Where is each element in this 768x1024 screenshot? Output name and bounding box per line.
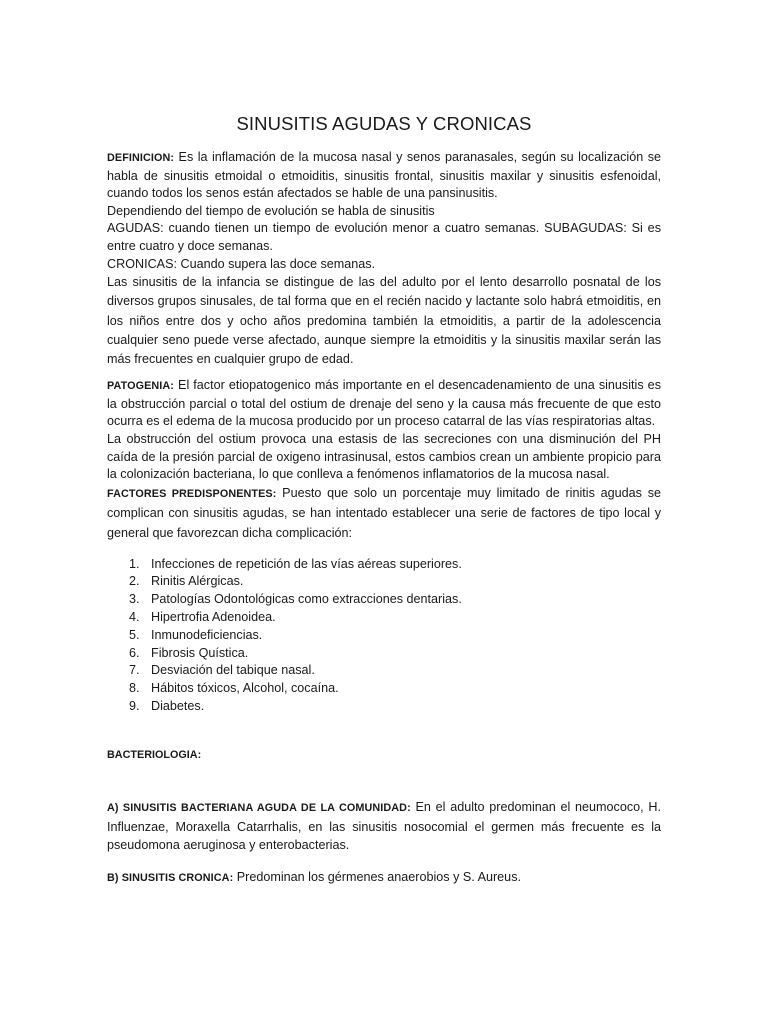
agudas-paragraph: AGUDAS: cuando tienen un tiempo de evolución menor a cuatro semanas. SUBAGUDAS: Si es entre cuatro y doce semanas. (107, 221, 661, 253)
page-title: SINUSITIS AGUDAS Y CRONICAS (236, 113, 532, 134)
patogenia-label: PATOGENIA: (107, 380, 174, 393)
infancia-paragraph: Las sinusitis de la infancia se distingue de las del adulto por el lento desarrollo posnatal de los diversos grupos sinusales, de tal forma que en el recién nacido y lactante solo habrá etmoiditis, en los niños entre dos y ocho años predomina también la etmoiditis, a partir de la adolescencia cualquier seno puede verse afectado, aunque siempre la etmoiditis y la sinusitis maxilar serán las más frecuentes en cualquier grupo de edad. (107, 275, 661, 366)
bacteriologia-heading (107, 746, 661, 765)
factors-list (107, 556, 661, 716)
list-item-text: Fibrosis Quística. (151, 645, 249, 660)
list-item (107, 591, 661, 609)
list-item (107, 609, 661, 627)
list-item-text: Hábitos tóxicos, Alcohol, cocaína. (151, 681, 339, 696)
patogenia-text: El factor etiopatogenico más importante en el desencadenamiento de una sinusitis es la obstrucción parcial o total del ostium de drenaje del seno y la causa más frecuente de que esto ocurra es el edema de la mucosa producido por un proceso catarral de las vías respiratorias altas. (107, 378, 661, 429)
list-item-text: Inmunodeficiencias. (151, 627, 263, 642)
cronica-label: B) SINUSITIS CRONICA: (107, 872, 234, 885)
bacteriologia-label: BACTERIOLOGIA: (107, 748, 202, 761)
cronica-paragraph (107, 869, 661, 888)
cronica-text: Predominan los gérmenes anaerobios y S. Aureus. (233, 870, 521, 885)
list-item-number: 4. (129, 609, 140, 624)
bacteriana-paragraph (107, 798, 661, 855)
list-item-number: 2. (129, 574, 140, 589)
definicion-paragraph (107, 149, 661, 203)
factores-label: FACTORES PREDISPONENTES: (107, 487, 277, 500)
list-item-number: 6. (129, 645, 140, 660)
patogenia-paragraph (107, 377, 661, 431)
definicion-text: Es la inflamación de la mucosa nasal y senos paranasales, según su localización se habla de sinusitis etmoidal o etmoiditis, sinusitis frontal, sinusitis maxilar y sinusitis esfenoidal, cuando todos los senos están afectados se hable de una pansinusitis. (107, 150, 661, 201)
tiempo-paragraph: Dependiendo del tiempo de evolución se habla de sinusitis (107, 203, 435, 218)
list-item-text: Hipertrofia Adenoidea. (151, 609, 276, 624)
bacteriana-text: En el adulto predominan el neumococo, H. Influenzae, Moraxella Catarrhalis, en las sinusitis nosocomial el germen más frecuente es la pseudomona aeruginosa y enterobacterias. (107, 800, 661, 853)
list-item (107, 698, 661, 716)
factores-paragraph (107, 484, 661, 544)
list-item (107, 556, 661, 574)
list-item-text: Patologías Odontológicas como extracciones dentarias. (151, 592, 462, 607)
definicion-label: DEFINICION: (107, 152, 175, 164)
list-item-text: Infecciones de repetición de las vías aéreas superiores. (151, 556, 462, 571)
factores-text: Puesto que solo un porcentaje muy limitado de rinitis agudas se complican con sinusitis agudas, se han intentado establecer una serie de factores de tipo local y general que favorezcan dicha complicación: (107, 485, 661, 540)
cronicas-paragraph: CRONICAS: Cuando supera las doce semanas. (107, 256, 376, 271)
list-item-number: 1. (129, 556, 140, 571)
list-item-text: Diabetes. (151, 698, 205, 713)
list-item (107, 627, 661, 645)
list-item (107, 680, 661, 698)
bacteriana-label: A) SINUSITIS BACTERIANA AGUDA DE LA COMUNIDAD: (107, 802, 411, 815)
document-body (107, 112, 661, 888)
list-item-text: Desviación del tabique nasal. (151, 663, 315, 678)
list-item-number: 9. (129, 698, 140, 713)
list-item-number: 8. (129, 681, 140, 696)
obstruccion-paragraph: La obstrucción del ostium provoca una estasis de las secreciones con una disminución del PH caída de la presión parcial de oxigeno intrasinusal, estos cambios crean un ambiente propicio para la colonización bacteriana, lo que conlleva a fenómenos inflamatorios de la mucosa nasal. (107, 431, 661, 482)
list-item (107, 662, 661, 680)
list-item-number: 7. (129, 663, 140, 678)
list-item-number: 3. (129, 592, 140, 607)
list-item-text: Rinitis Alérgicas. (151, 574, 244, 589)
list-item-number: 5. (129, 627, 140, 642)
list-item (107, 573, 661, 591)
list-item (107, 645, 661, 663)
